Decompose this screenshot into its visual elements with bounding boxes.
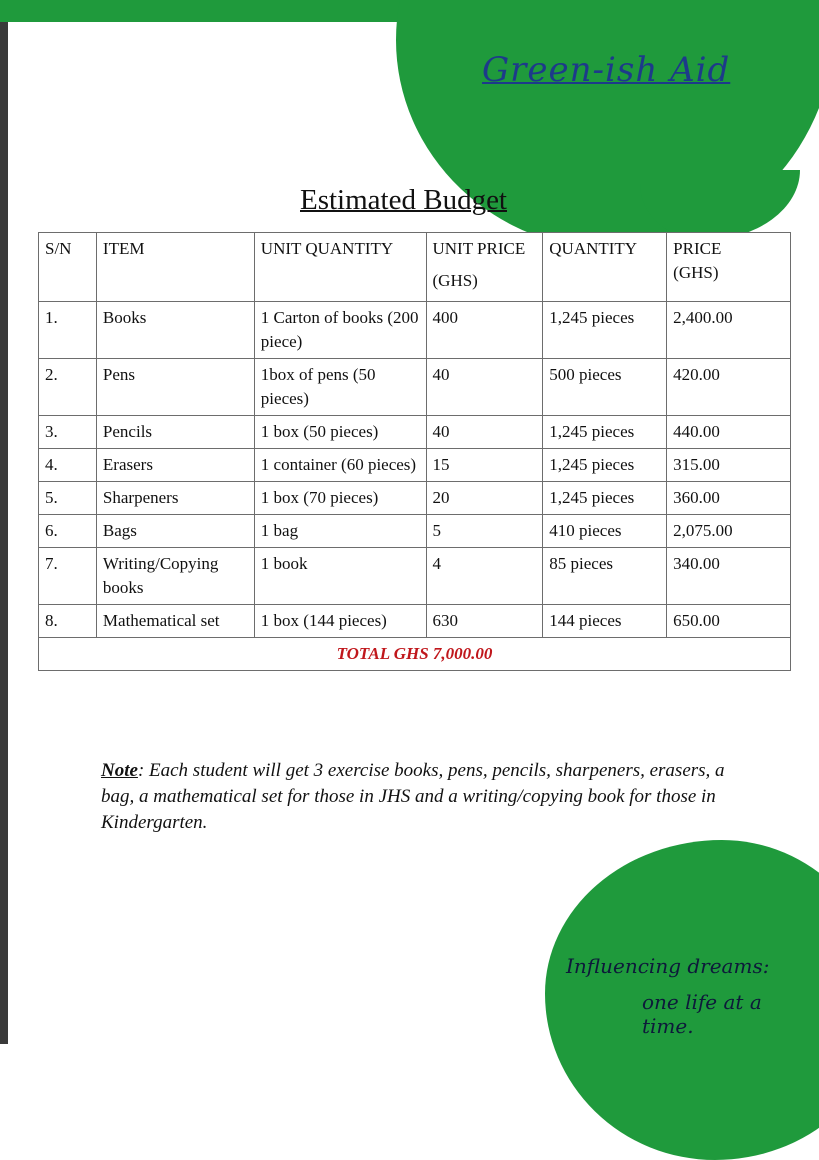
- cell-item: Mathematical set: [96, 605, 254, 638]
- table-row: [39, 548, 791, 605]
- cell-item: Bags: [96, 515, 254, 548]
- cell-sn: 6.: [39, 515, 97, 548]
- header-sn: S/N: [39, 233, 97, 302]
- table-row: [39, 605, 791, 638]
- header-price: [667, 233, 791, 302]
- table-row: [39, 359, 791, 416]
- cell-sn: 7.: [39, 548, 97, 605]
- header-unit-price-label: UNIT PRICE: [432, 239, 526, 258]
- cell-price: 2,400.00: [667, 302, 791, 359]
- cell-unit-quantity: 1 box (70 pieces): [254, 482, 426, 515]
- note-paragraph: [101, 758, 761, 836]
- slogan-line-1: Influencing dreams:: [566, 954, 770, 978]
- page-edge-shadow: [0, 0, 8, 1044]
- cell-item: Erasers: [96, 449, 254, 482]
- header-unit-price-unit: (GHS): [432, 271, 478, 290]
- table-row: [39, 302, 791, 359]
- cell-item: Writing/Copying books: [96, 548, 254, 605]
- total-amount: TOTAL GHS 7,000.00: [336, 644, 493, 663]
- cell-unit-price: 5: [426, 515, 543, 548]
- total-cell: [39, 638, 791, 671]
- header-unit-price: [426, 233, 543, 302]
- cell-item: Pens: [96, 359, 254, 416]
- cell-sn: 8.: [39, 605, 97, 638]
- table-row: [39, 482, 791, 515]
- header-price-unit: (GHS): [673, 263, 719, 282]
- budget-table: [38, 232, 791, 671]
- cell-sn: 4.: [39, 449, 97, 482]
- cell-item: Books: [96, 302, 254, 359]
- cell-price: 360.00: [667, 482, 791, 515]
- cell-sn: 2.: [39, 359, 97, 416]
- cell-unit-quantity: 1 Carton of books (200 piece): [254, 302, 426, 359]
- cell-price: 650.00: [667, 605, 791, 638]
- cell-unit-price: 40: [426, 359, 543, 416]
- cell-unit-price: 4: [426, 548, 543, 605]
- cell-unit-quantity: 1 container (60 pieces): [254, 449, 426, 482]
- cell-quantity: 1,245 pieces: [543, 302, 667, 359]
- cell-unit-price: 400: [426, 302, 543, 359]
- slogan-line-2: one life at a time.: [642, 990, 762, 1038]
- table-row: [39, 515, 791, 548]
- cell-item: Pencils: [96, 416, 254, 449]
- table-row: [39, 416, 791, 449]
- cell-unit-quantity: 1 book: [254, 548, 426, 605]
- cell-sn: 5.: [39, 482, 97, 515]
- header-price-label: PRICE: [673, 239, 722, 258]
- cell-price: 2,075.00: [667, 515, 791, 548]
- cell-sn: 3.: [39, 416, 97, 449]
- header-quantity: QUANTITY: [543, 233, 667, 302]
- total-row: [39, 638, 791, 671]
- brand-logo-text: Green-ish Aid: [482, 50, 731, 90]
- cell-unit-quantity: 1 box (144 pieces): [254, 605, 426, 638]
- cell-unit-price: 630: [426, 605, 543, 638]
- header-item: ITEM: [96, 233, 254, 302]
- cell-price: 420.00: [667, 359, 791, 416]
- cell-quantity: 1,245 pieces: [543, 482, 667, 515]
- cell-quantity: 1,245 pieces: [543, 416, 667, 449]
- page-title: Estimated Budget: [300, 184, 507, 216]
- cell-quantity: 410 pieces: [543, 515, 667, 548]
- cell-quantity: 85 pieces: [543, 548, 667, 605]
- cell-item: Sharpeners: [96, 482, 254, 515]
- table-header-row: [39, 233, 791, 302]
- cell-unit-price: 20: [426, 482, 543, 515]
- note-label: Note: [101, 760, 138, 781]
- cell-unit-quantity: 1 bag: [254, 515, 426, 548]
- cell-quantity: 144 pieces: [543, 605, 667, 638]
- cell-price: 315.00: [667, 449, 791, 482]
- cell-quantity: 500 pieces: [543, 359, 667, 416]
- cell-price: 340.00: [667, 548, 791, 605]
- header-unit-quantity: UNIT QUANTITY: [254, 233, 426, 302]
- table-row: [39, 449, 791, 482]
- cell-price: 440.00: [667, 416, 791, 449]
- cell-unit-quantity: 1box of pens (50 pieces): [254, 359, 426, 416]
- cell-unit-quantity: 1 box (50 pieces): [254, 416, 426, 449]
- cell-quantity: 1,245 pieces: [543, 449, 667, 482]
- cell-unit-price: 40: [426, 416, 543, 449]
- cell-unit-price: 15: [426, 449, 543, 482]
- note-text: : Each student will get 3 exercise books, pens, pencils, sharpeners, erasers, a bag, a mathematical set for those in JHS and a writing/copying book for those in Kindergarten.: [101, 760, 725, 833]
- cell-sn: 1.: [39, 302, 97, 359]
